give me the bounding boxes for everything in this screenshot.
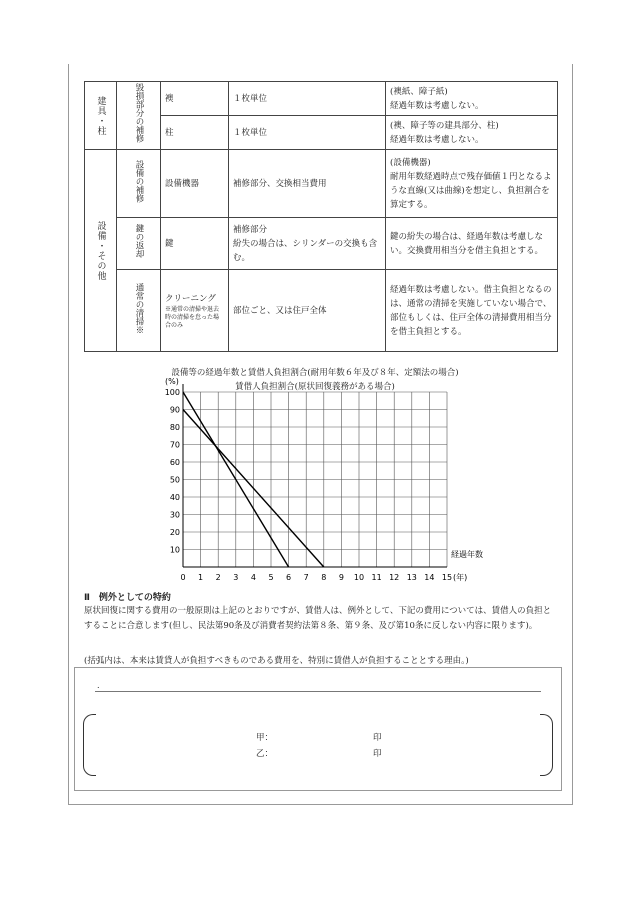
item-cell: クリーニング ※通常の清掃や退去時の清掃を怠った場合のみ xyxy=(161,270,229,352)
party-a-label: 甲： xyxy=(256,733,274,743)
item-cell: 柱 xyxy=(161,116,229,150)
unit-cell: 補修部分、交換相当費用 xyxy=(229,150,386,218)
x-tick-label: 5 xyxy=(268,573,274,582)
party-a-seal: 印 xyxy=(373,733,382,743)
x-tick-label: 2 xyxy=(215,573,221,582)
y-tick-label: 90 xyxy=(169,405,180,415)
remark-cell: (襖紙、障子紙) 経過年数は考慮しない。 xyxy=(386,82,558,116)
x-tick-label: 0 xyxy=(180,573,186,582)
y-tick-label: 70 xyxy=(169,440,180,450)
section-note: (括弧内は、本来は賃貸人が負担すべきものである費用を、特別に賃借人が負担することとする理由。) xyxy=(84,656,469,666)
x-tick-label: 9 xyxy=(338,573,344,582)
y-tick-label: 30 xyxy=(169,510,180,520)
sub-category-cell: 通常の清掃※ xyxy=(117,270,161,352)
x-axis-label: 経過年数 xyxy=(451,550,483,559)
x-tick-label: 11 xyxy=(371,573,382,582)
unit-cell: 部位ごと、又は住戸全体 xyxy=(229,270,386,352)
x-tick-label: 7 xyxy=(303,573,309,582)
y-tick-label: 40 xyxy=(169,493,180,502)
table-row xyxy=(85,150,558,218)
section-body: 原状回復に関する費用の一般原則は上記のとおりですが、賃借人は、例外として、下記の費用については、賃借人の負担とすることに合意します(但し、民法第90条及び消費者契約法第８条、第９条、及び第10条に反しない内容に限ります)。 xyxy=(84,606,552,631)
chart-caption: 設備等の経過年数と賃借人負担割合(耐用年数６年及び８年、定額法の場合) xyxy=(171,368,459,378)
sub-category-cell: 鍵の返却 xyxy=(117,218,161,270)
y-axis-label: (%) xyxy=(165,377,179,386)
party-b-seal: 印 xyxy=(373,749,382,759)
unit-cell: １枚単位 xyxy=(229,116,386,150)
unit-cell: １枚単位 xyxy=(229,82,386,116)
table-row xyxy=(85,270,558,352)
y-tick-label: 100 xyxy=(164,388,180,397)
terms-line xyxy=(95,691,541,692)
y-tick-label: 60 xyxy=(169,458,180,467)
remark-cell: (設備機器) 耐用年数経過時点で残存価値１円となるような直線(又は曲線)を想定し、負担割合を算定する。 xyxy=(386,150,558,218)
x-tick-label: 3 xyxy=(233,573,239,582)
x-tick-label: 10 xyxy=(353,573,365,582)
cost-table xyxy=(84,81,558,352)
chart-subcaption: 賃借人負担割合(原状回復義務がある場合) xyxy=(235,382,395,392)
table-row xyxy=(85,82,558,116)
party-b-label: 乙： xyxy=(256,749,274,759)
category-cell: 設備・その他 xyxy=(85,150,117,352)
sub-category-cell: 毀損部分の補修 xyxy=(117,82,161,150)
table-row xyxy=(85,218,558,270)
x-tick-label: 14 xyxy=(424,573,435,582)
unit-cell: 補修部分 紛失の場合は、シリンダーの交換も含む。 xyxy=(229,218,386,270)
y-tick-label: 50 xyxy=(169,475,180,485)
item-cell: 襖 xyxy=(161,82,229,116)
x-tick-label: 8 xyxy=(321,573,327,582)
x-tick-label: 1 xyxy=(198,573,204,582)
x-tick-label: 13 xyxy=(406,573,417,582)
remark-cell: 鍵の紛失の場合は、経過年数は考慮しない。交換費用相当分を借主負担とする。 xyxy=(386,218,558,270)
right-bracket xyxy=(540,714,553,776)
category-cell: 建具・柱 xyxy=(85,82,117,150)
x-unit-label: (年) xyxy=(453,573,468,582)
x-tick-label: 4 xyxy=(250,573,256,582)
line-marker: . xyxy=(97,681,100,690)
left-bracket xyxy=(83,714,96,776)
x-tick-label: 15 xyxy=(441,573,453,582)
x-tick-label: 12 xyxy=(389,573,400,582)
section-title: Ⅱ 例外としての特約 xyxy=(84,593,171,603)
remark-cell: 経過年数は考慮しない。借主負担となるのは、通常の清掃を実施していない場合で、部位もしくは、住戸全体の清掃費用相当分を借主負担とする。 xyxy=(386,270,558,352)
item-cell: 鍵 xyxy=(161,218,229,270)
special-terms-box xyxy=(74,667,562,791)
x-tick-label: 6 xyxy=(286,573,292,582)
sub-category-cell: 設備の補修 xyxy=(117,150,161,218)
remark-cell: (襖、障子等の建具部分、柱) 経過年数は考慮しない。 xyxy=(386,116,558,150)
item-cell: 設備機器 xyxy=(161,150,229,218)
y-tick-label: 80 xyxy=(169,423,180,432)
y-tick-label: 20 xyxy=(169,528,180,537)
y-tick-label: 10 xyxy=(169,545,180,555)
